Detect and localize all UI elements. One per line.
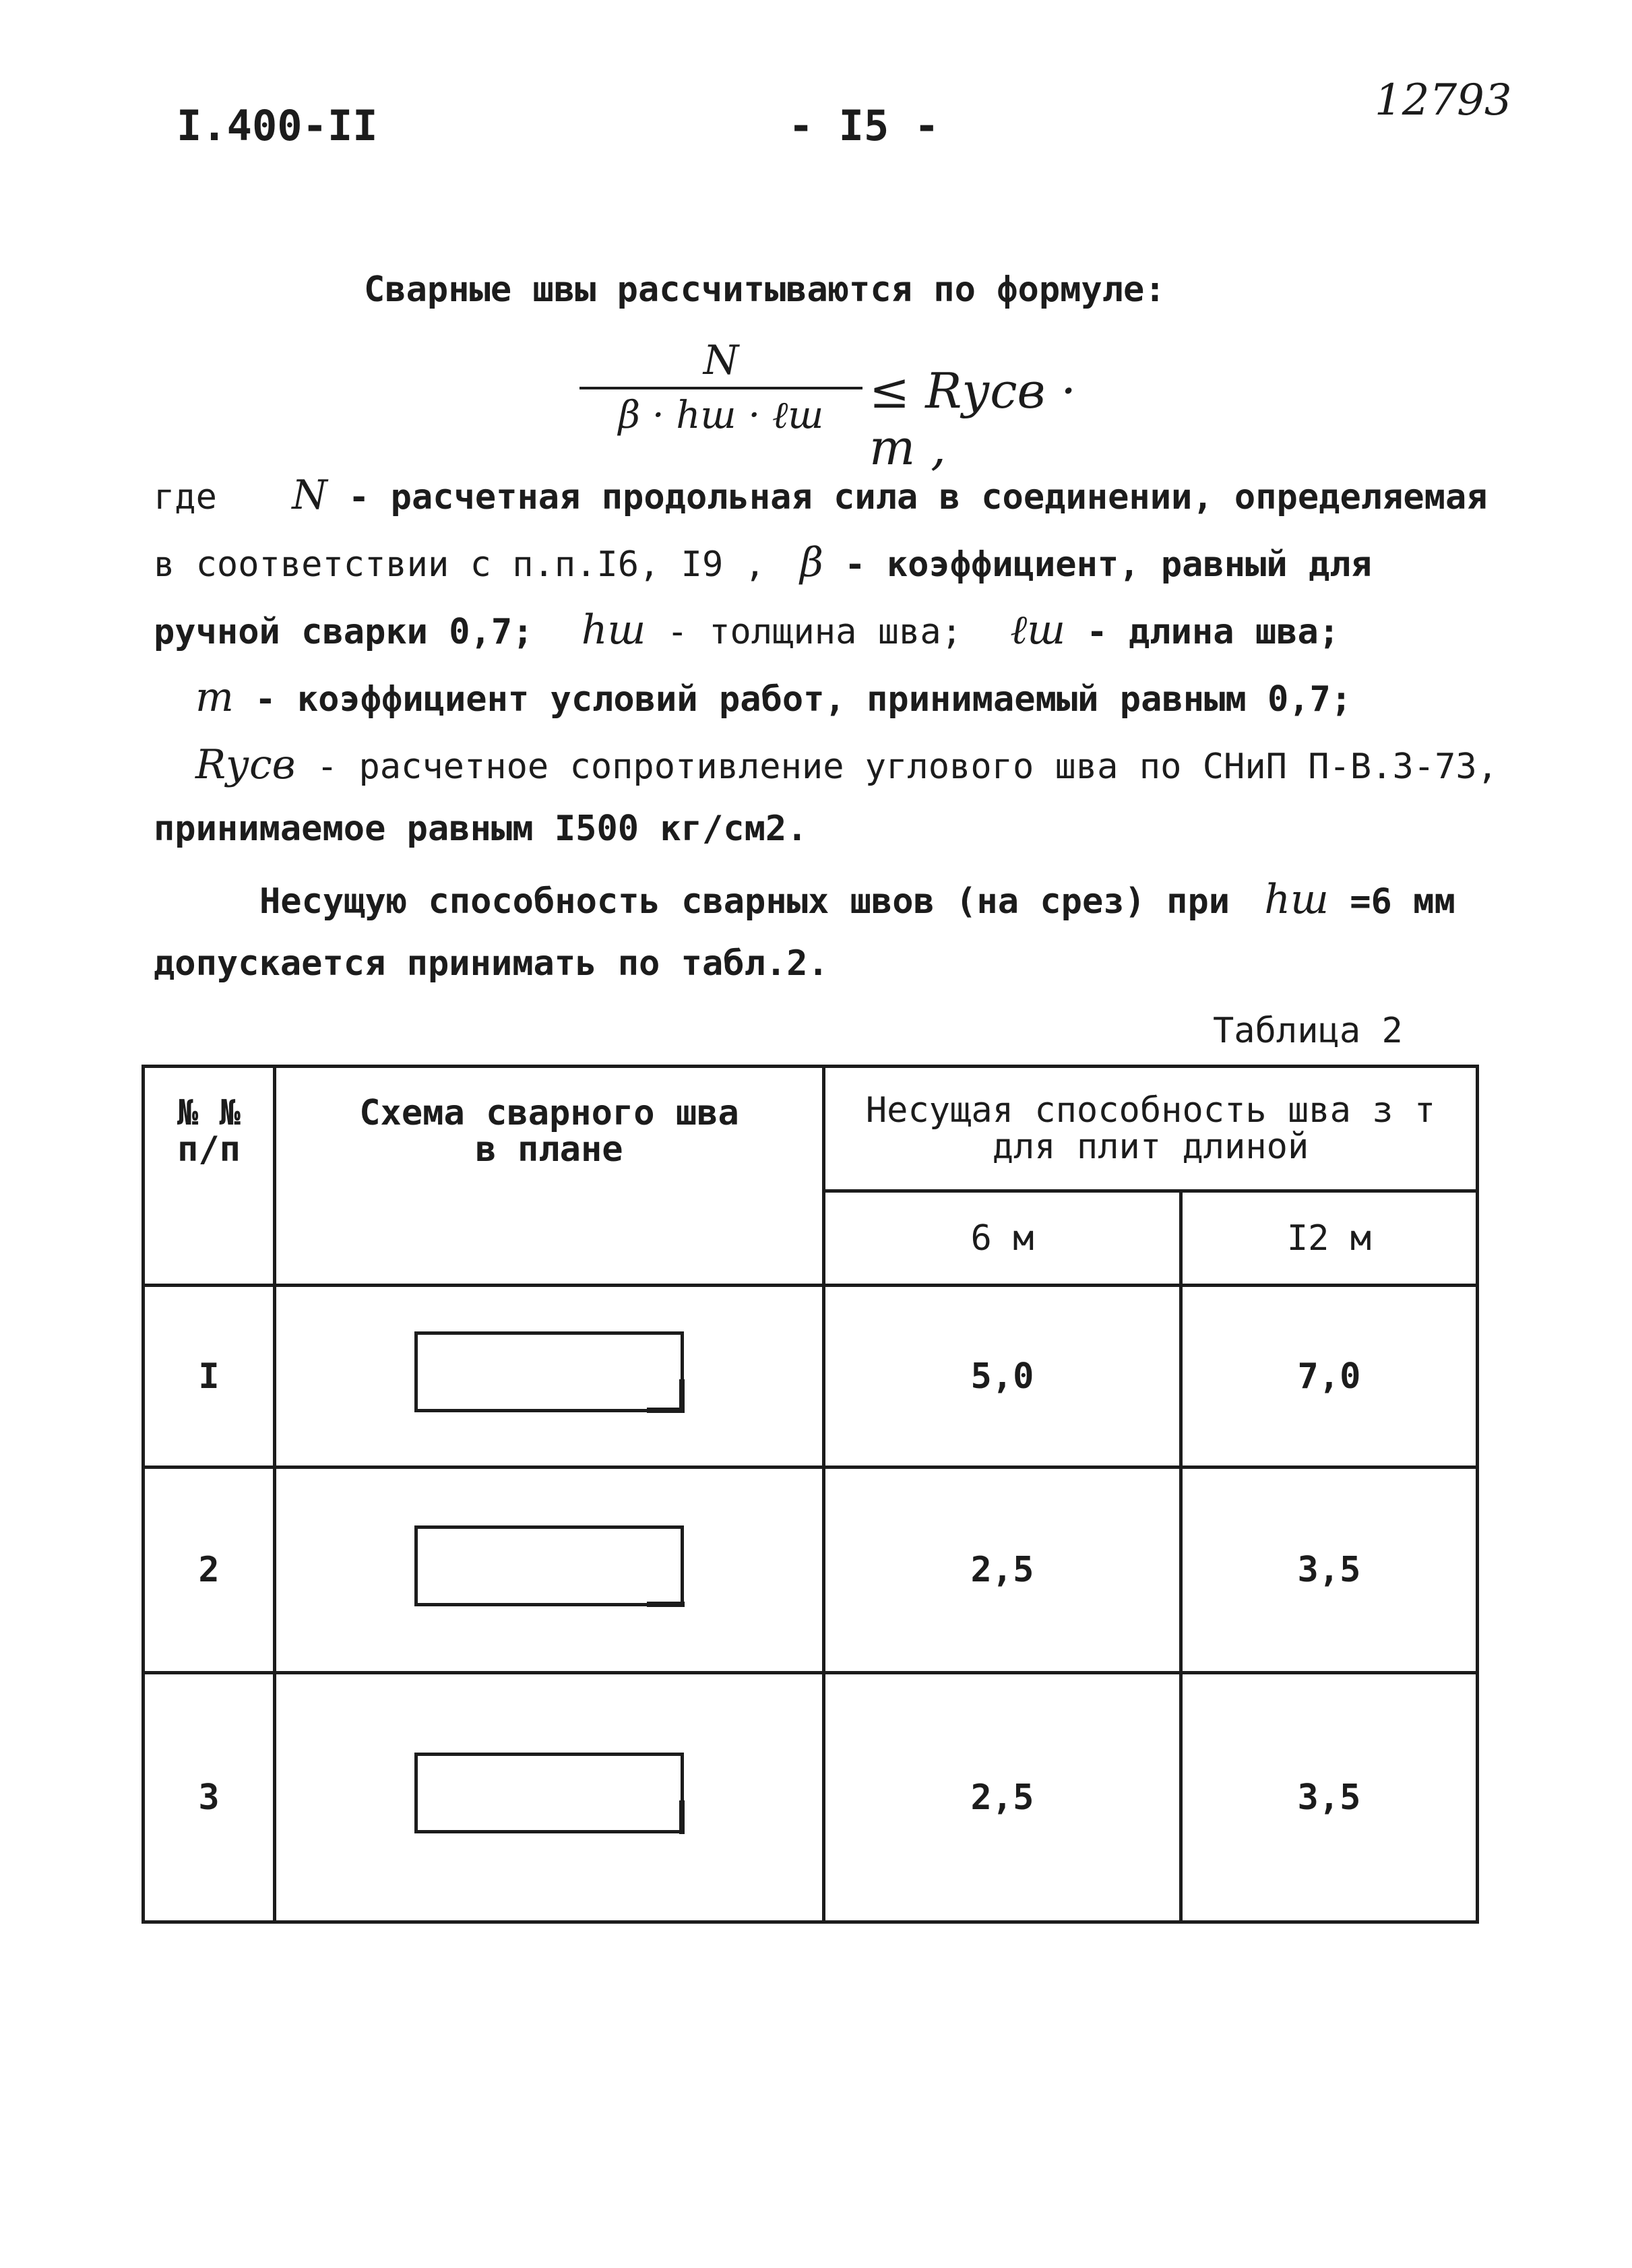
- weld-scheme-cell: [275, 1286, 824, 1468]
- capacity-6m: 2,5: [824, 1673, 1181, 1922]
- table-row: [144, 1286, 1478, 1468]
- definition-line-4: m - коэффициент условий работ, принимаемый равным 0,7;: [195, 674, 1352, 721]
- capacity-12m: 3,5: [1181, 1673, 1478, 1922]
- weld-scheme-cell: [275, 1468, 824, 1673]
- archive-number: 12793: [1375, 75, 1512, 125]
- weld-scheme-cell: [275, 1673, 824, 1922]
- header-scheme: Схема сварного шва в плане: [275, 1067, 824, 1286]
- definition-line-6: принимаемое равным I500 кг/см2.: [154, 809, 808, 849]
- formula-rhs: ≤ Rусв · m ,: [869, 363, 1077, 476]
- formula-intro: Сварные швы рассчитываются по формуле:: [364, 270, 1166, 310]
- row-number: 3: [144, 1673, 275, 1922]
- formula-numerator: N: [703, 337, 739, 384]
- weld-scheme-drawing: [414, 1753, 684, 1833]
- table-row: [144, 1673, 1478, 1922]
- header-capacity: Несущая способность шва з т для плит длиной: [824, 1067, 1478, 1191]
- document-code: I.400-II: [177, 101, 378, 150]
- table-caption: Таблица 2: [1213, 1011, 1403, 1051]
- note-line-1: Несущую способность сварных швов (на срез) при hш =6 мм: [259, 876, 1455, 923]
- definition-line-3: ручной сварки 0,7; hш - толщина шва; ℓш - длина шва;: [154, 606, 1340, 654]
- weld-seam-mark: [647, 1602, 685, 1607]
- row-number: I: [144, 1286, 275, 1468]
- weld-scheme-drawing: [414, 1331, 684, 1412]
- definition-line-5: Rусв - расчетное сопротивление углового шва по СНиП П-В.3-73,: [195, 741, 1498, 788]
- formula-denominator: β · hш · ℓш: [618, 393, 824, 437]
- weld-capacity-table: [142, 1065, 1479, 1924]
- capacity-6m: 2,5: [824, 1468, 1181, 1673]
- row-number: 2: [144, 1468, 275, 1673]
- note-line-2: допускается принимать по табл.2.: [154, 943, 829, 984]
- weld-seam-mark: [679, 1379, 685, 1413]
- subheader-12m: I2 м: [1181, 1191, 1478, 1286]
- capacity-12m: 3,5: [1181, 1468, 1478, 1673]
- table-row: [144, 1468, 1478, 1673]
- capacity-6m: 5,0: [824, 1286, 1181, 1468]
- header-number: № № п/п: [144, 1067, 275, 1286]
- table-header-row: [144, 1067, 1478, 1191]
- subheader-6m: 6 м: [824, 1191, 1181, 1286]
- capacity-12m: 7,0: [1181, 1286, 1478, 1468]
- weld-seam-mark: [679, 1800, 685, 1834]
- fraction-line: [579, 387, 862, 389]
- definition-line-2: в соответствии с п.п.I6, I9 , β - коэффициент, равный для: [154, 539, 1372, 586]
- definition-line-1: где N - расчетная продольная сила в соединении, определяемая: [154, 472, 1488, 519]
- weld-scheme-drawing: [414, 1525, 684, 1606]
- weld-formula: [579, 337, 1119, 476]
- formula-fraction: [579, 337, 862, 439]
- page-number: - I5 -: [788, 101, 939, 150]
